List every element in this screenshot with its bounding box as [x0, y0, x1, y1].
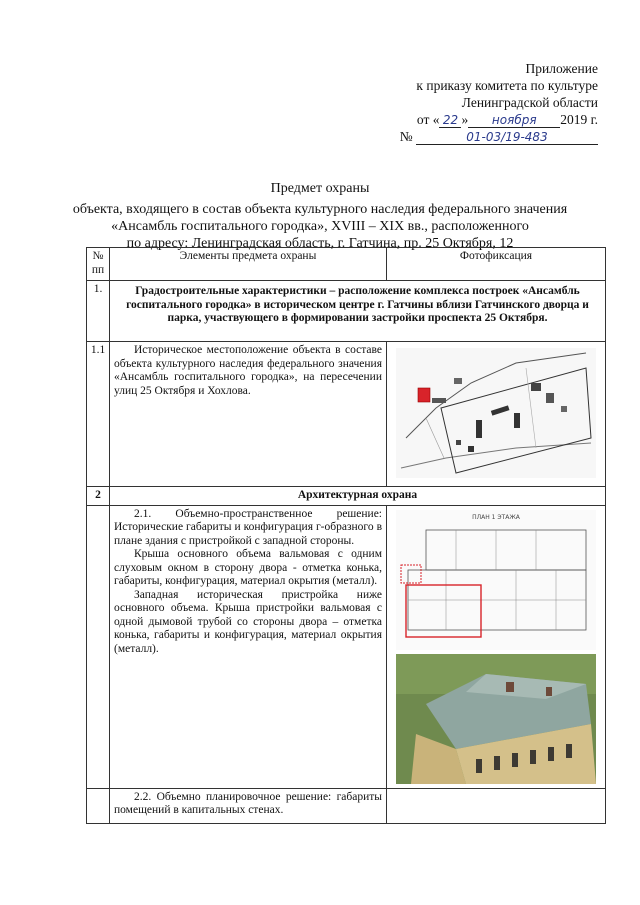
table-row-2-1 — [87, 505, 606, 788]
appendix-number-line: № 01-03/19-483 — [298, 128, 598, 145]
section-1-num: 1. — [87, 281, 110, 342]
table-row-2-2 — [87, 788, 606, 823]
row-1-1-text: Историческое местоположение объекта в составе объекта культурного наследия федерального значения «Ансамбль госпитального городка», на пересечении улиц 25 Октября и Хохлова. — [114, 344, 382, 397]
appendix-line-2: Ленинградской области — [461, 95, 598, 110]
plan-photo-cell — [387, 505, 606, 788]
floor-plan-caption: ПЛАН 1 ЭТАЖА — [472, 513, 520, 521]
table-row-1-1 — [87, 342, 606, 487]
row-1-1-num: 1.1 — [87, 342, 110, 487]
header-elements: Элементы предмета охраны — [110, 248, 387, 281]
heading-line-1: Предмет охраны — [270, 181, 370, 196]
heading-line-3: «Ансамбль госпитального городка», XVIII – XIX вв., расположенного — [111, 219, 529, 234]
heading-line-2: объекта, входящего в состав объекта культурного наследия федерального значения — [72, 202, 568, 217]
row-2-1-para-3: Западная историческая пристройка ниже основного объема. Крыша пристройки вальмовая с одной дымовой трубой со стороны двора – отметка конька, габариты и конфигурация, материал окрытия (металл). — [114, 588, 382, 655]
header-num: № пп — [87, 248, 110, 281]
section-2-num: 2 — [87, 487, 110, 506]
document-heading — [40, 180, 600, 252]
table-row-section-2 — [87, 487, 606, 506]
handwritten-day: 22 — [439, 113, 461, 128]
row-2-1-para-2: Крыша основного объема вальмовая с одним слуховым окном в сторону двора - отметка конька, габариты, конфигурация, материал окрытия (металл). — [114, 548, 382, 587]
handwritten-number: 01-03/19-483 — [416, 130, 598, 145]
floor-plan-image — [396, 510, 596, 650]
appendix-line-1: к приказу комитета по культуре — [416, 78, 598, 93]
row-2-2-text: 2.2. Объемно планировочное решение: габариты помещений в капитальных стенах. — [114, 790, 382, 816]
heading-line-4: по адресу: Ленинградская область, г. Гатчина, пр. 25 Октября, 12 — [126, 236, 514, 251]
site-map-cell — [387, 342, 606, 487]
appendix-block — [298, 60, 598, 145]
aerial-photo-image — [396, 654, 596, 784]
appendix-date-line: от « 22 » ноября 2019 г. — [416, 112, 598, 127]
table-header-row — [87, 248, 606, 281]
appendix-title: Приложение — [525, 61, 598, 76]
table-row-section-1 — [87, 281, 606, 342]
section-2-text: Архитектурная охрана — [110, 487, 606, 506]
site-map-image — [396, 348, 596, 478]
section-1-text: Градостроительные характеристики – расположение комплекса построек «Ансамбль госпитального городка» в историческом центре г. Гатчины вблизи Гатчинского дворца и парка, участвующего в формировании застройки проспекта 25 Октября. — [110, 281, 606, 342]
appendix-year: 2019 г. — [560, 112, 598, 127]
row-2-1-para-1: 2.1. Объемно-пространственное решение: Исторические габариты и конфигурация г-образного в плане здания с пристройкой с западной стороны. — [114, 507, 382, 547]
header-photo: Фотофиксация — [387, 248, 606, 281]
handwritten-month: ноября — [468, 113, 560, 128]
protection-table — [86, 247, 606, 824]
